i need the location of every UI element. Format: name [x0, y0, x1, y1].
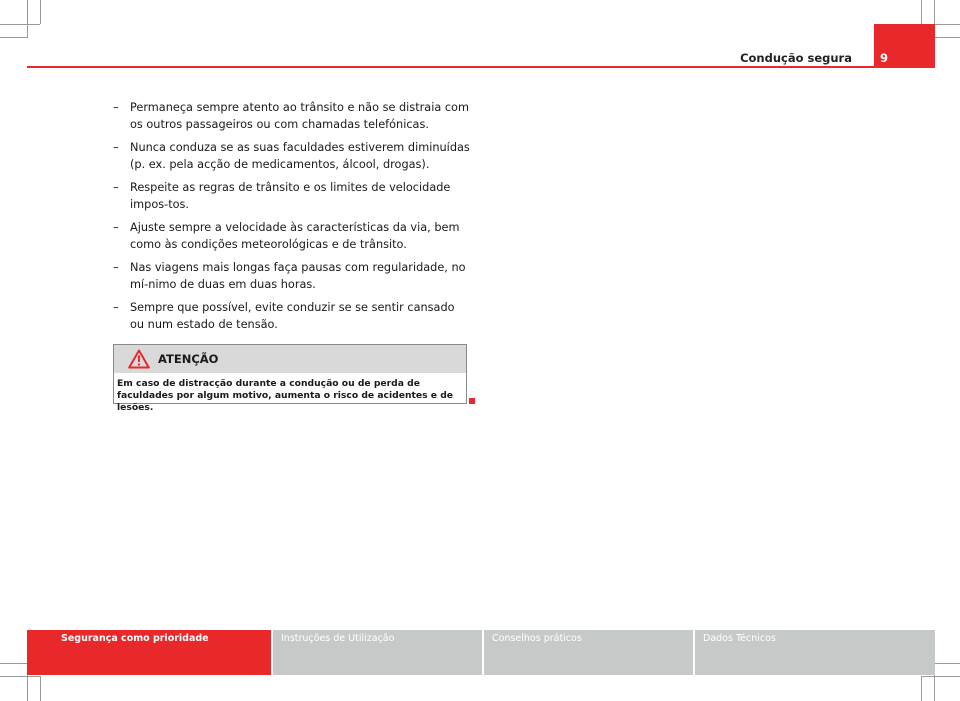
crop-mark: [0, 663, 27, 664]
bullet-dash: –: [113, 301, 119, 314]
page-number: 9: [880, 51, 889, 65]
footer-tab-label: Segurança como prioridade: [61, 633, 209, 644]
warning-text: Em caso de distracção durante a condução ou de perda de faculdades por algum motivo, aumenta o risco de acidentes e de lesões.: [117, 378, 454, 413]
header-rule: [27, 66, 935, 68]
footer-tab-label: Dados Técnicos: [703, 633, 776, 644]
list-item: [113, 259, 471, 293]
crop-mark: [0, 24, 40, 25]
list-item: [113, 139, 471, 173]
bullet-text: Ajuste sempre a velocidade às características da via, bem como às condições meteorológicas e de trânsito.: [130, 221, 460, 251]
footer-tab-label: Conselhos práticos: [492, 633, 582, 644]
bullet-text: Respeite as regras de trânsito e os limites de velocidade impos-tos.: [130, 181, 451, 211]
bullet-text: Sempre que possível, evite conduzir se se sentir cansado ou num estado de tensão.: [130, 301, 455, 331]
crop-mark: [40, 676, 41, 701]
list-item: [113, 99, 471, 133]
crop-mark: [935, 37, 960, 38]
list-item: [113, 179, 471, 213]
bullet-text: Nas viagens mais longas faça pausas com regularidade, no mí-nimo de duas em duas horas.: [130, 261, 466, 291]
crop-mark: [921, 676, 922, 701]
crop-mark: [935, 663, 960, 664]
footer-tab-safety[interactable]: [27, 630, 271, 675]
section-title: Condução segura: [740, 51, 852, 65]
warning-box: [113, 344, 467, 413]
bullet-dash: –: [113, 101, 119, 114]
bullet-dash: –: [113, 261, 119, 274]
safety-bullet-list: [113, 99, 471, 339]
list-item: [113, 299, 471, 333]
footer-tab-instructions[interactable]: [273, 630, 482, 675]
crop-mark: [27, 0, 28, 38]
crop-mark: [921, 676, 960, 677]
warning-title: ATENÇÃO: [158, 352, 219, 366]
crop-mark: [0, 37, 27, 38]
bullet-text: Permaneça sempre atento ao trânsito e não se distraia com os outros passageiros ou com chamadas telefónicas.: [130, 101, 469, 131]
bullet-dash: –: [113, 181, 119, 194]
warning-triangle-icon: [128, 349, 150, 369]
warning-header: [114, 345, 466, 373]
bullet-dash: –: [113, 141, 119, 154]
bullet-dash: –: [113, 221, 119, 234]
section-end-marker: [469, 398, 475, 404]
crop-mark: [0, 676, 40, 677]
crop-mark: [40, 0, 41, 24]
bullet-text: Nunca conduza se as suas faculdades estiverem diminuídas (p. ex. pela acção de medicamentos, álcool, drogas).: [130, 141, 470, 171]
footer-tab-label: Instruções de Utilização: [281, 633, 395, 644]
footer-tab-technical-data[interactable]: [695, 630, 935, 675]
footer-tab-practical-tips[interactable]: [484, 630, 693, 675]
list-item: [113, 219, 471, 253]
crop-mark: [921, 0, 922, 24]
